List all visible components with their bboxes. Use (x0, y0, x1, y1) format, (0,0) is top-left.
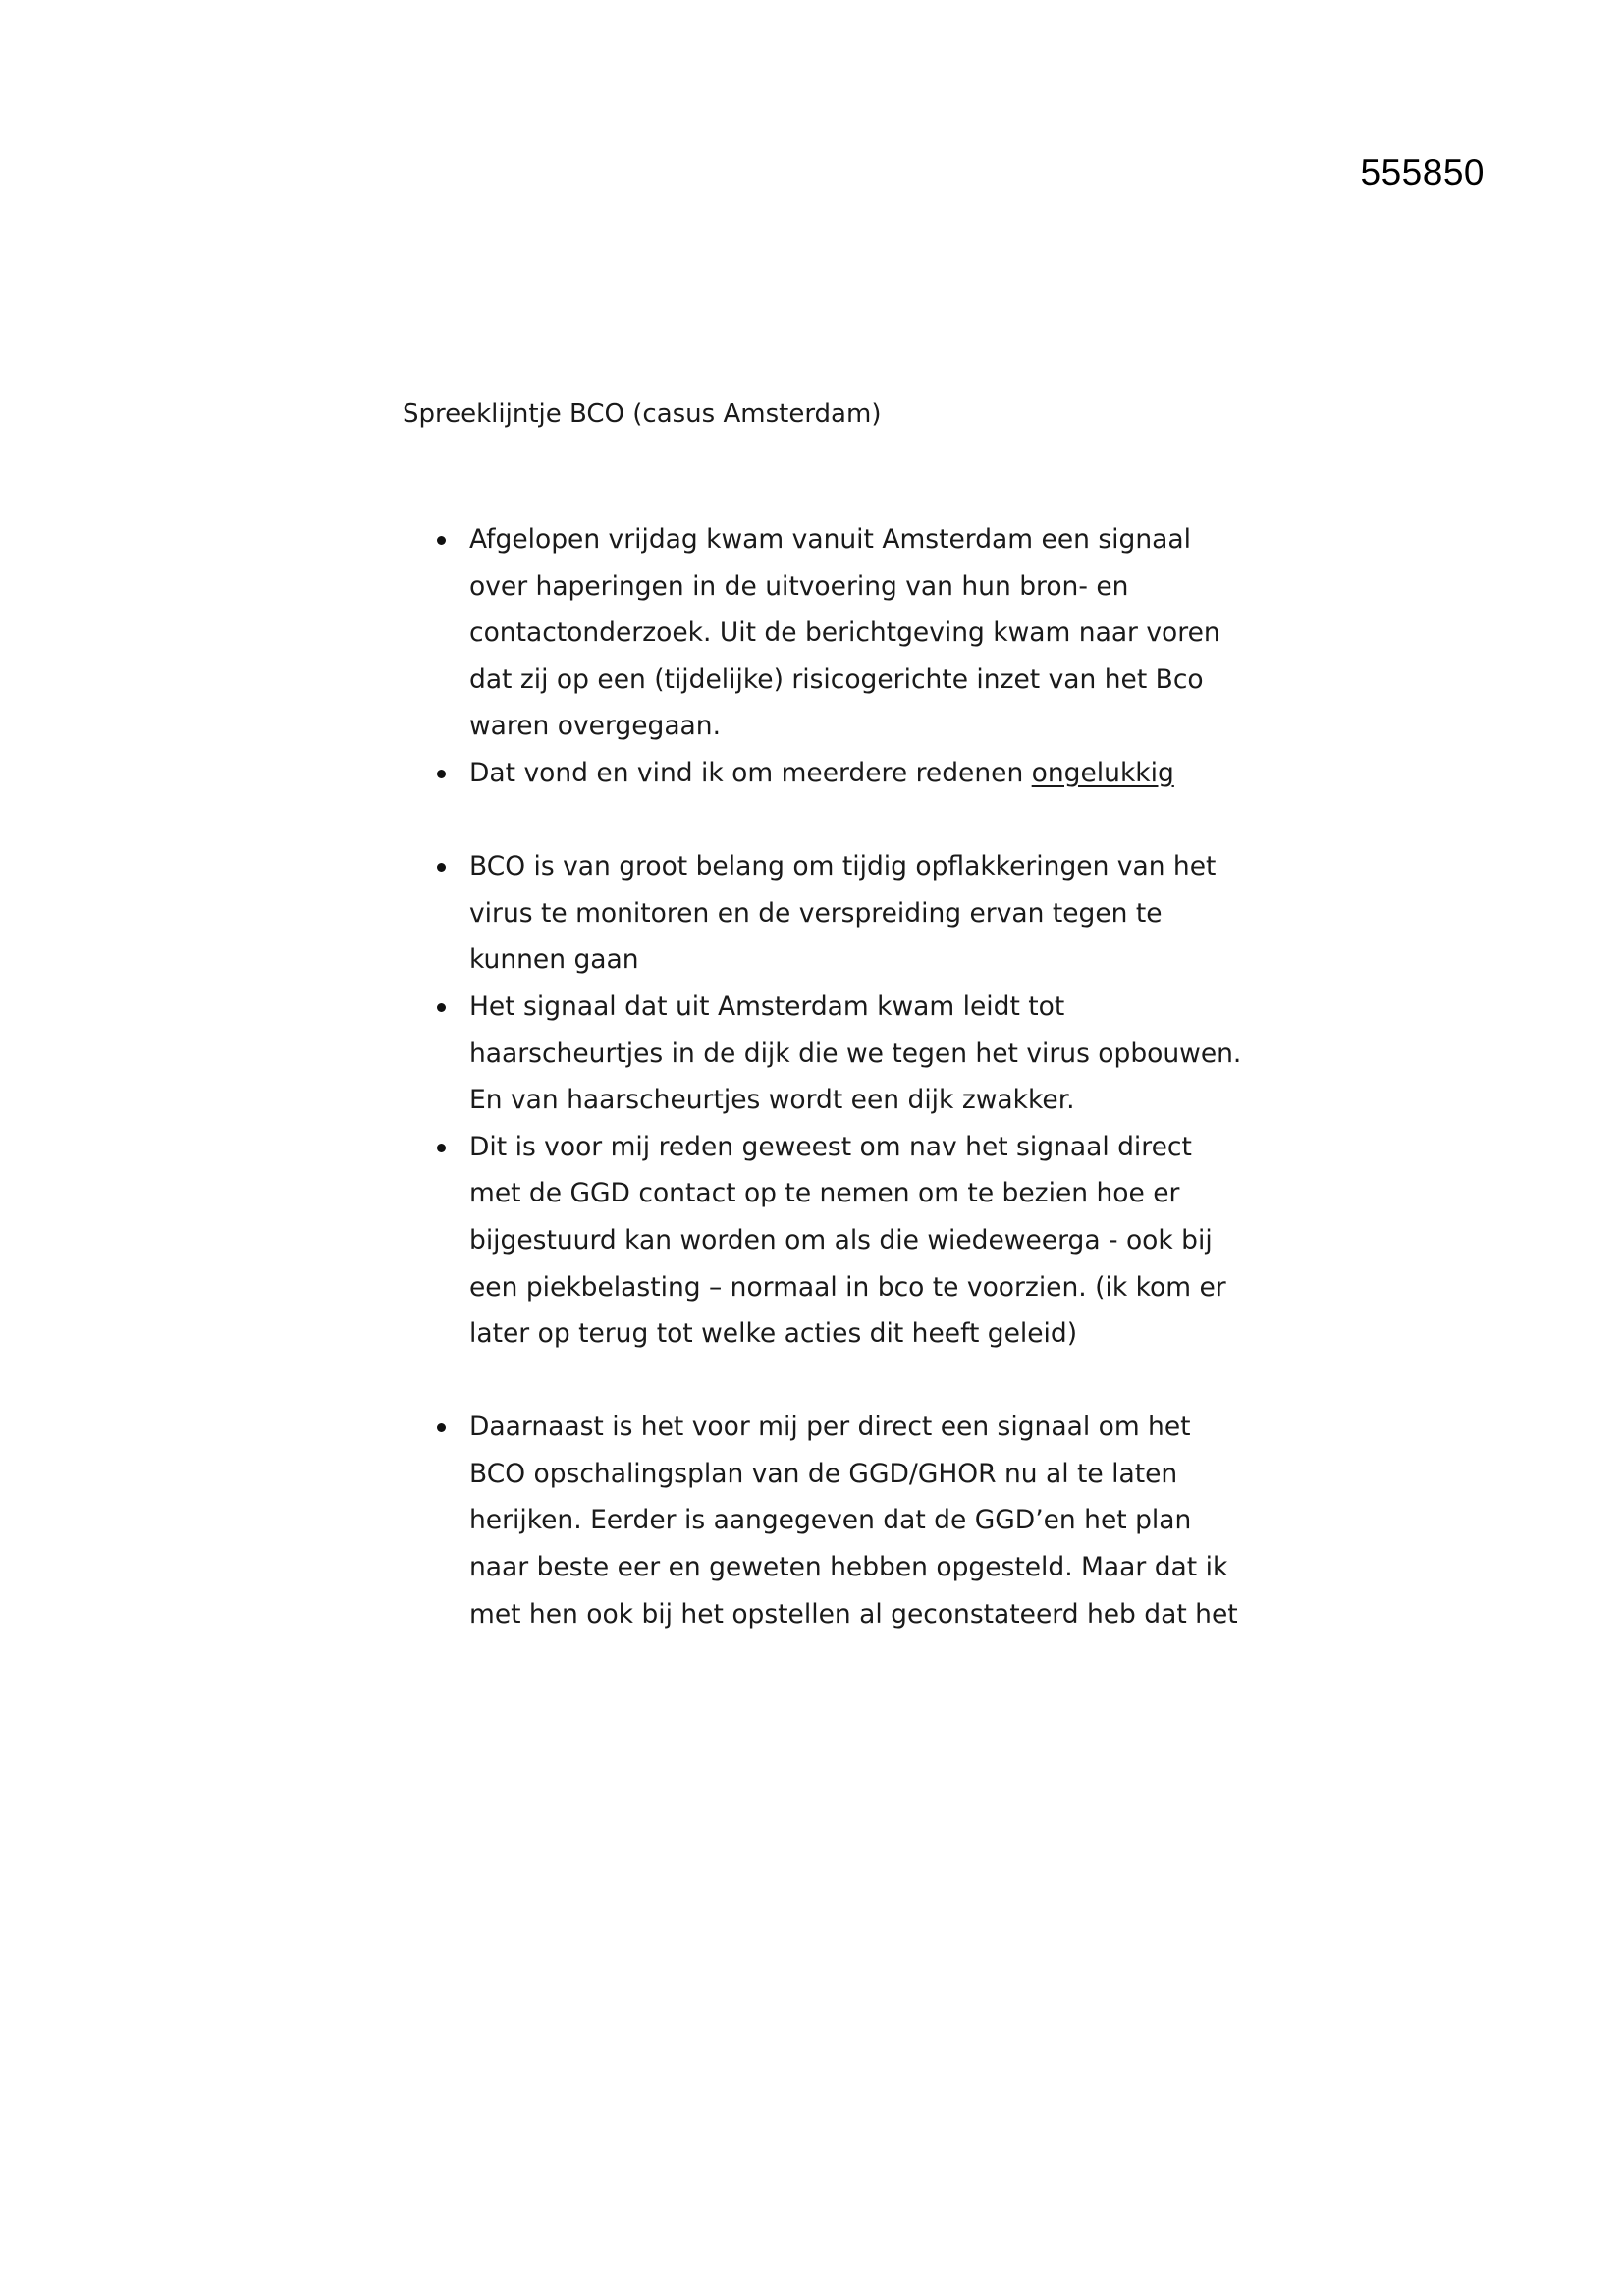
document-title: Spreeklijntje BCO (casus Amsterdam) (403, 400, 882, 429)
bullet-text: Het signaal dat uit Amsterdam kwam leidt tot haarscheurtjes in de dijk die we tegen het virus opbouwen. En van haarscheurtjes wordt een dijk zwakker. (469, 990, 1242, 1116)
bullet-item-2 (469, 750, 1245, 797)
bullet-icon (437, 1003, 446, 1012)
bullet-text: Afgelopen vrijdag kwam vanuit Amsterdam een signaal over haperingen in de uitvoering van hun bron- en contactonderzoek. Uit de berichtgeving kwam naar voren dat zij op een (tijdelijke) risicogerichte inzet van het Bco waren overgegaan. (469, 524, 1220, 742)
bullet-icon (437, 1144, 446, 1152)
bullet-icon (437, 770, 446, 778)
bullet-icon (437, 536, 446, 545)
bullet-text: Daarnaast is het voor mij per direct een signaal om het BCO opschalingsplan van de GGD/GHOR nu al te laten herijken. Eerder is aangegeven dat de GGD’en het plan naar beste eer en geweten hebben opgesteld. Maar dat ik met hen ook bij het opstellen al geconstateerd heb dat het (469, 1412, 1238, 1629)
bullet-icon (437, 863, 446, 872)
bullet-list (469, 516, 1245, 1637)
bullet-item-5 (469, 1124, 1245, 1358)
bullet-text: Dat vond en vind ik om meerdere redenen (469, 757, 1032, 788)
bullet-icon (437, 1423, 446, 1432)
bullet-item-1 (469, 516, 1245, 750)
underlined-word: ongelukkig (1031, 757, 1174, 788)
bullet-item-6 (469, 1404, 1245, 1637)
bullet-item-4 (469, 984, 1245, 1124)
bullet-text: Dit is voor mij reden geweest om nav het signaal direct met de GGD contact op te nemen om te bezien hoe er bijgestuurd kan worden om als die wiedeweerga - ook bij een piekbelasting – normaal in bco te voorzien. (ik kom er later op terug tot welke acties dit heeft geleid) (469, 1131, 1226, 1350)
bullet-text: BCO is van groot belang om tijdig opflakkeringen van het virus te monitoren en de verspreiding ervan tegen te kunnen gaan (469, 851, 1217, 976)
document-number: 555850 (1360, 152, 1485, 192)
bullet-item-3 (469, 843, 1245, 984)
